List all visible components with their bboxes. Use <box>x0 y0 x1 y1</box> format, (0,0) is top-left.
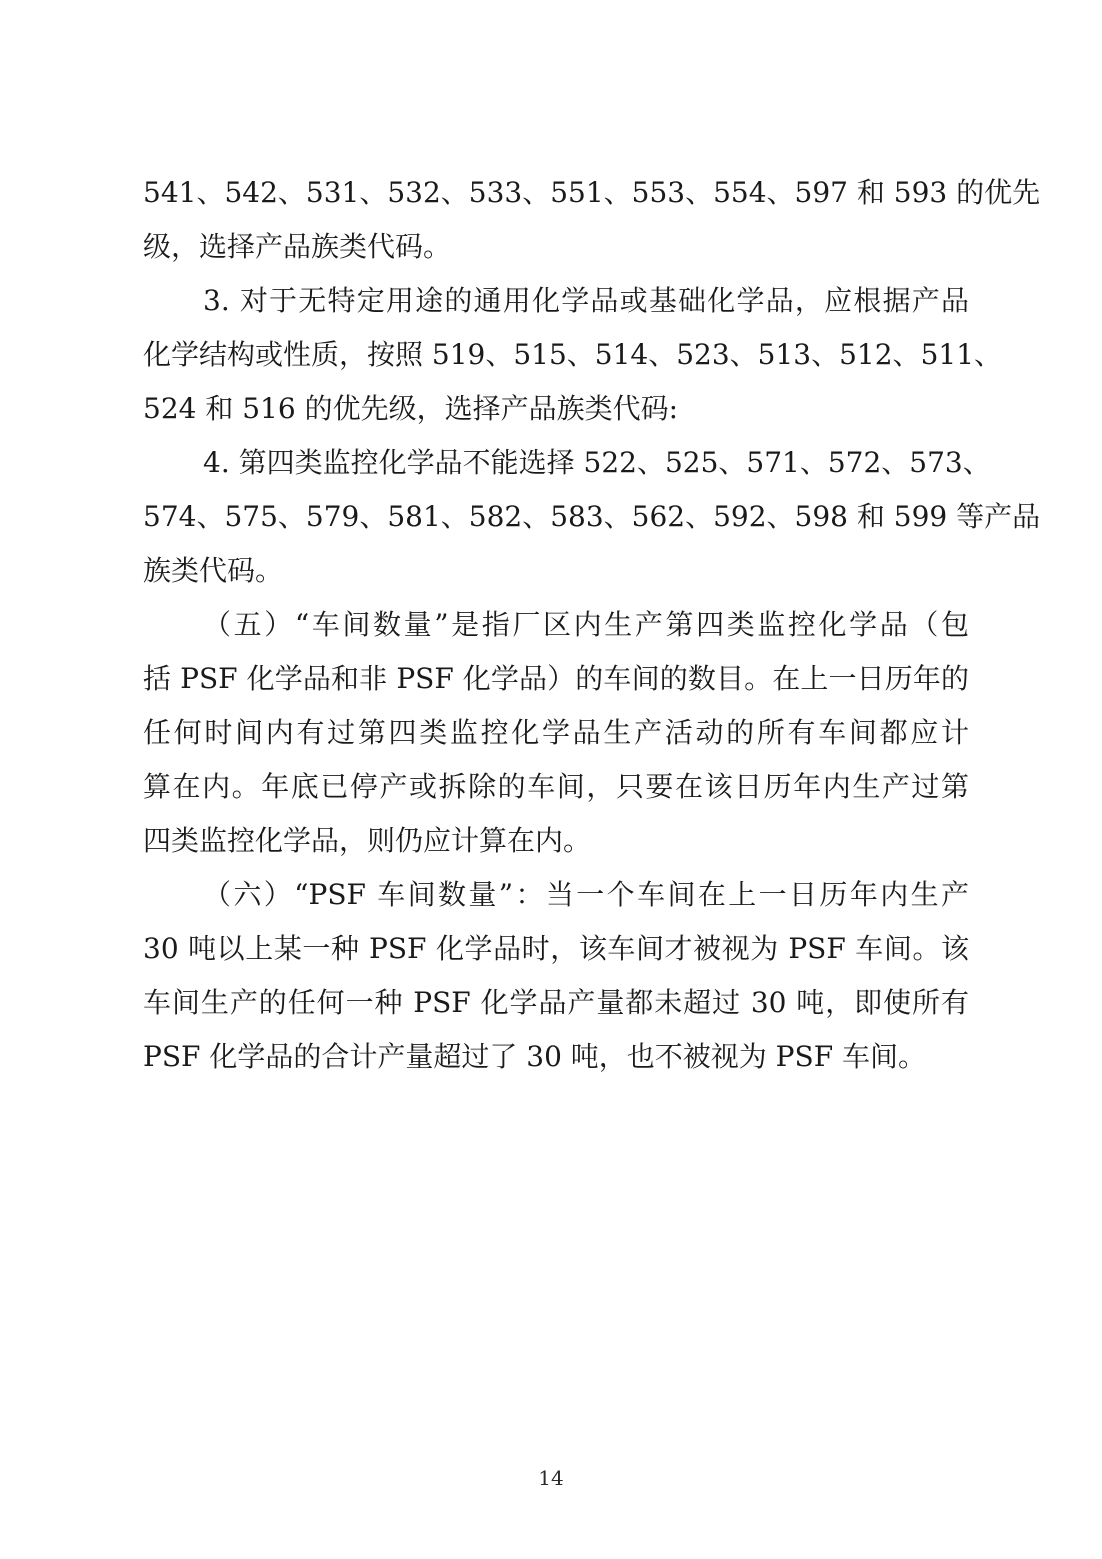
text-line: 任何时间内有过第四类监控化学品生产活动的所有车间都应计 <box>143 716 969 749</box>
text-line: 541、542、531、532、533、551、553、554、597 和 593 的优先 <box>143 176 1041 209</box>
section-5-line: （五）“车间数量”是指厂区内生产第四类监控化学品（包 <box>203 608 969 641</box>
text-line: 括 PSF 化学品和非 PSF 化学品）的车间的数目。在上一日历年的 <box>143 662 969 695</box>
text-line: 算在内。年底已停产或拆除的车间，只要在该日历年内生产过第 <box>143 770 969 803</box>
list-item-3-line: 3. 对于无特定用途的通用化学品或基础化学品，应根据产品 <box>203 284 969 317</box>
section-6-line: （六）“PSF 车间数量”：当一个车间在上一日历年内生产 <box>203 878 969 911</box>
text-line: 化学结构或性质，按照 519、515、514、523、513、512、511、 <box>143 338 1003 371</box>
text-line: 族类代码。 <box>143 554 284 587</box>
text-line: PSF 化学品的合计产量超过了 30 吨，也不被视为 PSF 车间。 <box>143 1040 927 1073</box>
text-line: 级，选择产品族类代码。 <box>143 230 452 263</box>
document-body <box>143 166 1041 1084</box>
text-line: 30 吨以上某一种 PSF 化学品时，该车间才被视为 PSF 车间。该 <box>143 932 969 965</box>
text-line: 524 和 516 的优先级，选择产品族类代码: <box>143 392 679 425</box>
text-line: 车间生产的任何一种 PSF 化学品产量都未超过 30 吨，即使所有 <box>143 986 969 1019</box>
text-line: 四类监控化学品，则仍应计算在内。 <box>143 824 592 857</box>
page-number: 14 <box>538 1466 564 1490</box>
text-line: 574、575、579、581、582、583、562、592、598 和 599 等产品 <box>143 500 1041 533</box>
list-item-4-line: 4. 第四类监控化学品不能选择 522、525、571、572、573、 <box>203 446 991 479</box>
